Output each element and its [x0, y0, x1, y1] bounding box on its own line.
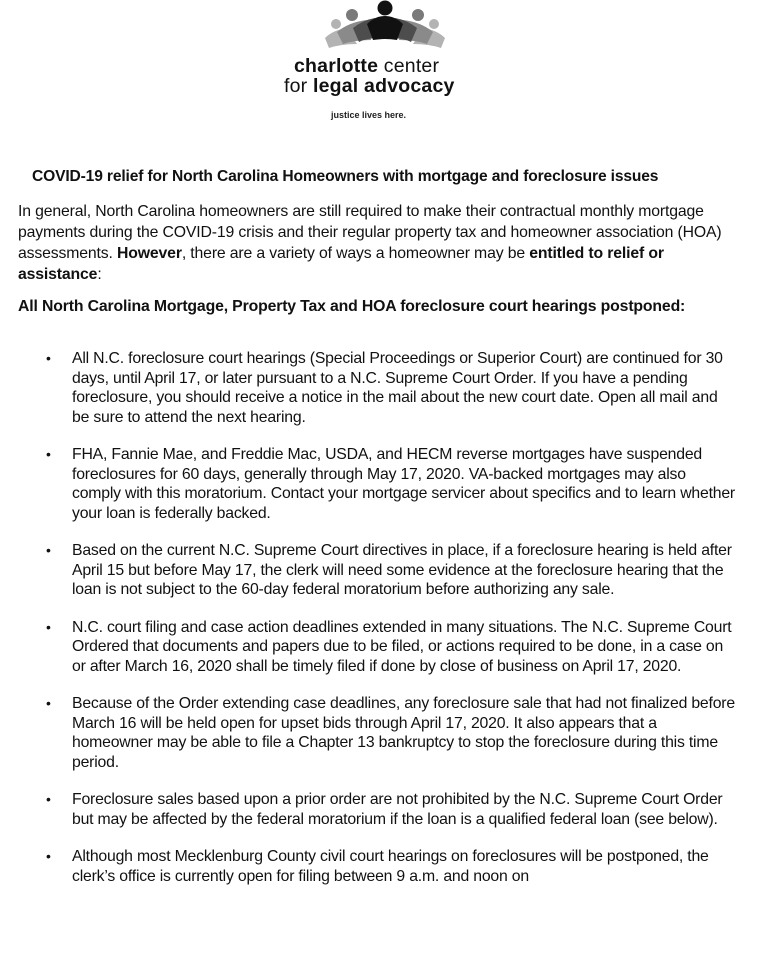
document-title: COVID-19 relief for North Carolina Homeowners with mortgage and foreclosure issues — [32, 168, 659, 185]
bullet-icon: • — [46, 848, 51, 864]
bullet-item: • Because of the Order extending case deadlines, any foreclosure sale that had not finalized before March 16 will be held open for upset bids through April 17, 2020. It also appears that a homeowner may be able to file a Chapter 13 bankruptcy to stop the foreclosure during this time period. — [46, 695, 735, 771]
bullet-item: • N.C. court filing and case action deadlines extended in many situations. The N.C. Supreme Court Ordered that documents and papers due to be filed, or actions required to be done, in a case on or after March 16, 2020 shall be timely filed if done by close of business on April 17, 2020. — [46, 618, 732, 675]
intro-paragraph: In general, North Carolina homeowners are still required to make their contractual monthly mortgage payments during the COVID-19 crisis and their regular property tax and homeowner association (HOA) assessments. However, there are a variety of ways a homeowner may be entitled to relief or assistance: — [18, 203, 722, 283]
bullet-item: • Although most Mecklenburg County civil court hearings on foreclosures will be postponed, the clerk’s office is currently open for filing between 9 a.m. and noon on — [46, 848, 709, 885]
bullet-item: • All N.C. foreclosure court hearings (Special Proceedings or Superior Court) are continued for 30 days, until April 17, or later pursuant to a N.C. Supreme Court Order. If you have a pending foreclosure, you should receive a notice in the mail about the new court date. Open all mail and be sure to attend the next hearing. — [46, 350, 723, 426]
section-heading: All North Carolina Mortgage, Property Tax and HOA foreclosure court hearings postponed: — [18, 298, 686, 315]
bullet-icon: • — [46, 542, 51, 558]
logo-org-name-line1: charlotte center — [294, 55, 440, 77]
bullet-icon: • — [46, 695, 51, 711]
logo-org-name-line2: for legal advocacy — [284, 75, 455, 97]
bullet-icon: • — [46, 446, 51, 462]
org-logo — [0, 0, 768, 125]
bullet-item: • FHA, Fannie Mae, and Freddie Mac, USDA, and HECM reverse mortgages have suspended foreclosures for 60 days, generally through May 17, 2020. VA-backed mortgages may also comply with this moratorium. Contact your mortgage servicer about specifics and to learn whether your loan is federally backed. — [46, 446, 735, 522]
logo-tagline: justice lives here. — [331, 110, 407, 120]
people-circle-logo-icon — [323, 0, 447, 48]
bullet-icon: • — [46, 791, 51, 807]
bullet-list — [0, 349, 768, 904]
bullet-item: • Based on the current N.C. Supreme Court directives in place, if a foreclosure hearing is held after April 15 but before May 17, the clerk will need some evidence at the foreclosure hearing that the loan is not subject to the 60-day federal moratorium before authorizing any sale. — [46, 542, 732, 598]
bullet-item: • Foreclosure sales based upon a prior order are not prohibited by the N.C. Supreme Court Order but may be affected by the federal moratorium if the loan is a qualified federal loan (see below). — [46, 791, 723, 828]
bullet-icon: • — [46, 350, 51, 366]
bullet-icon: • — [46, 618, 51, 635]
